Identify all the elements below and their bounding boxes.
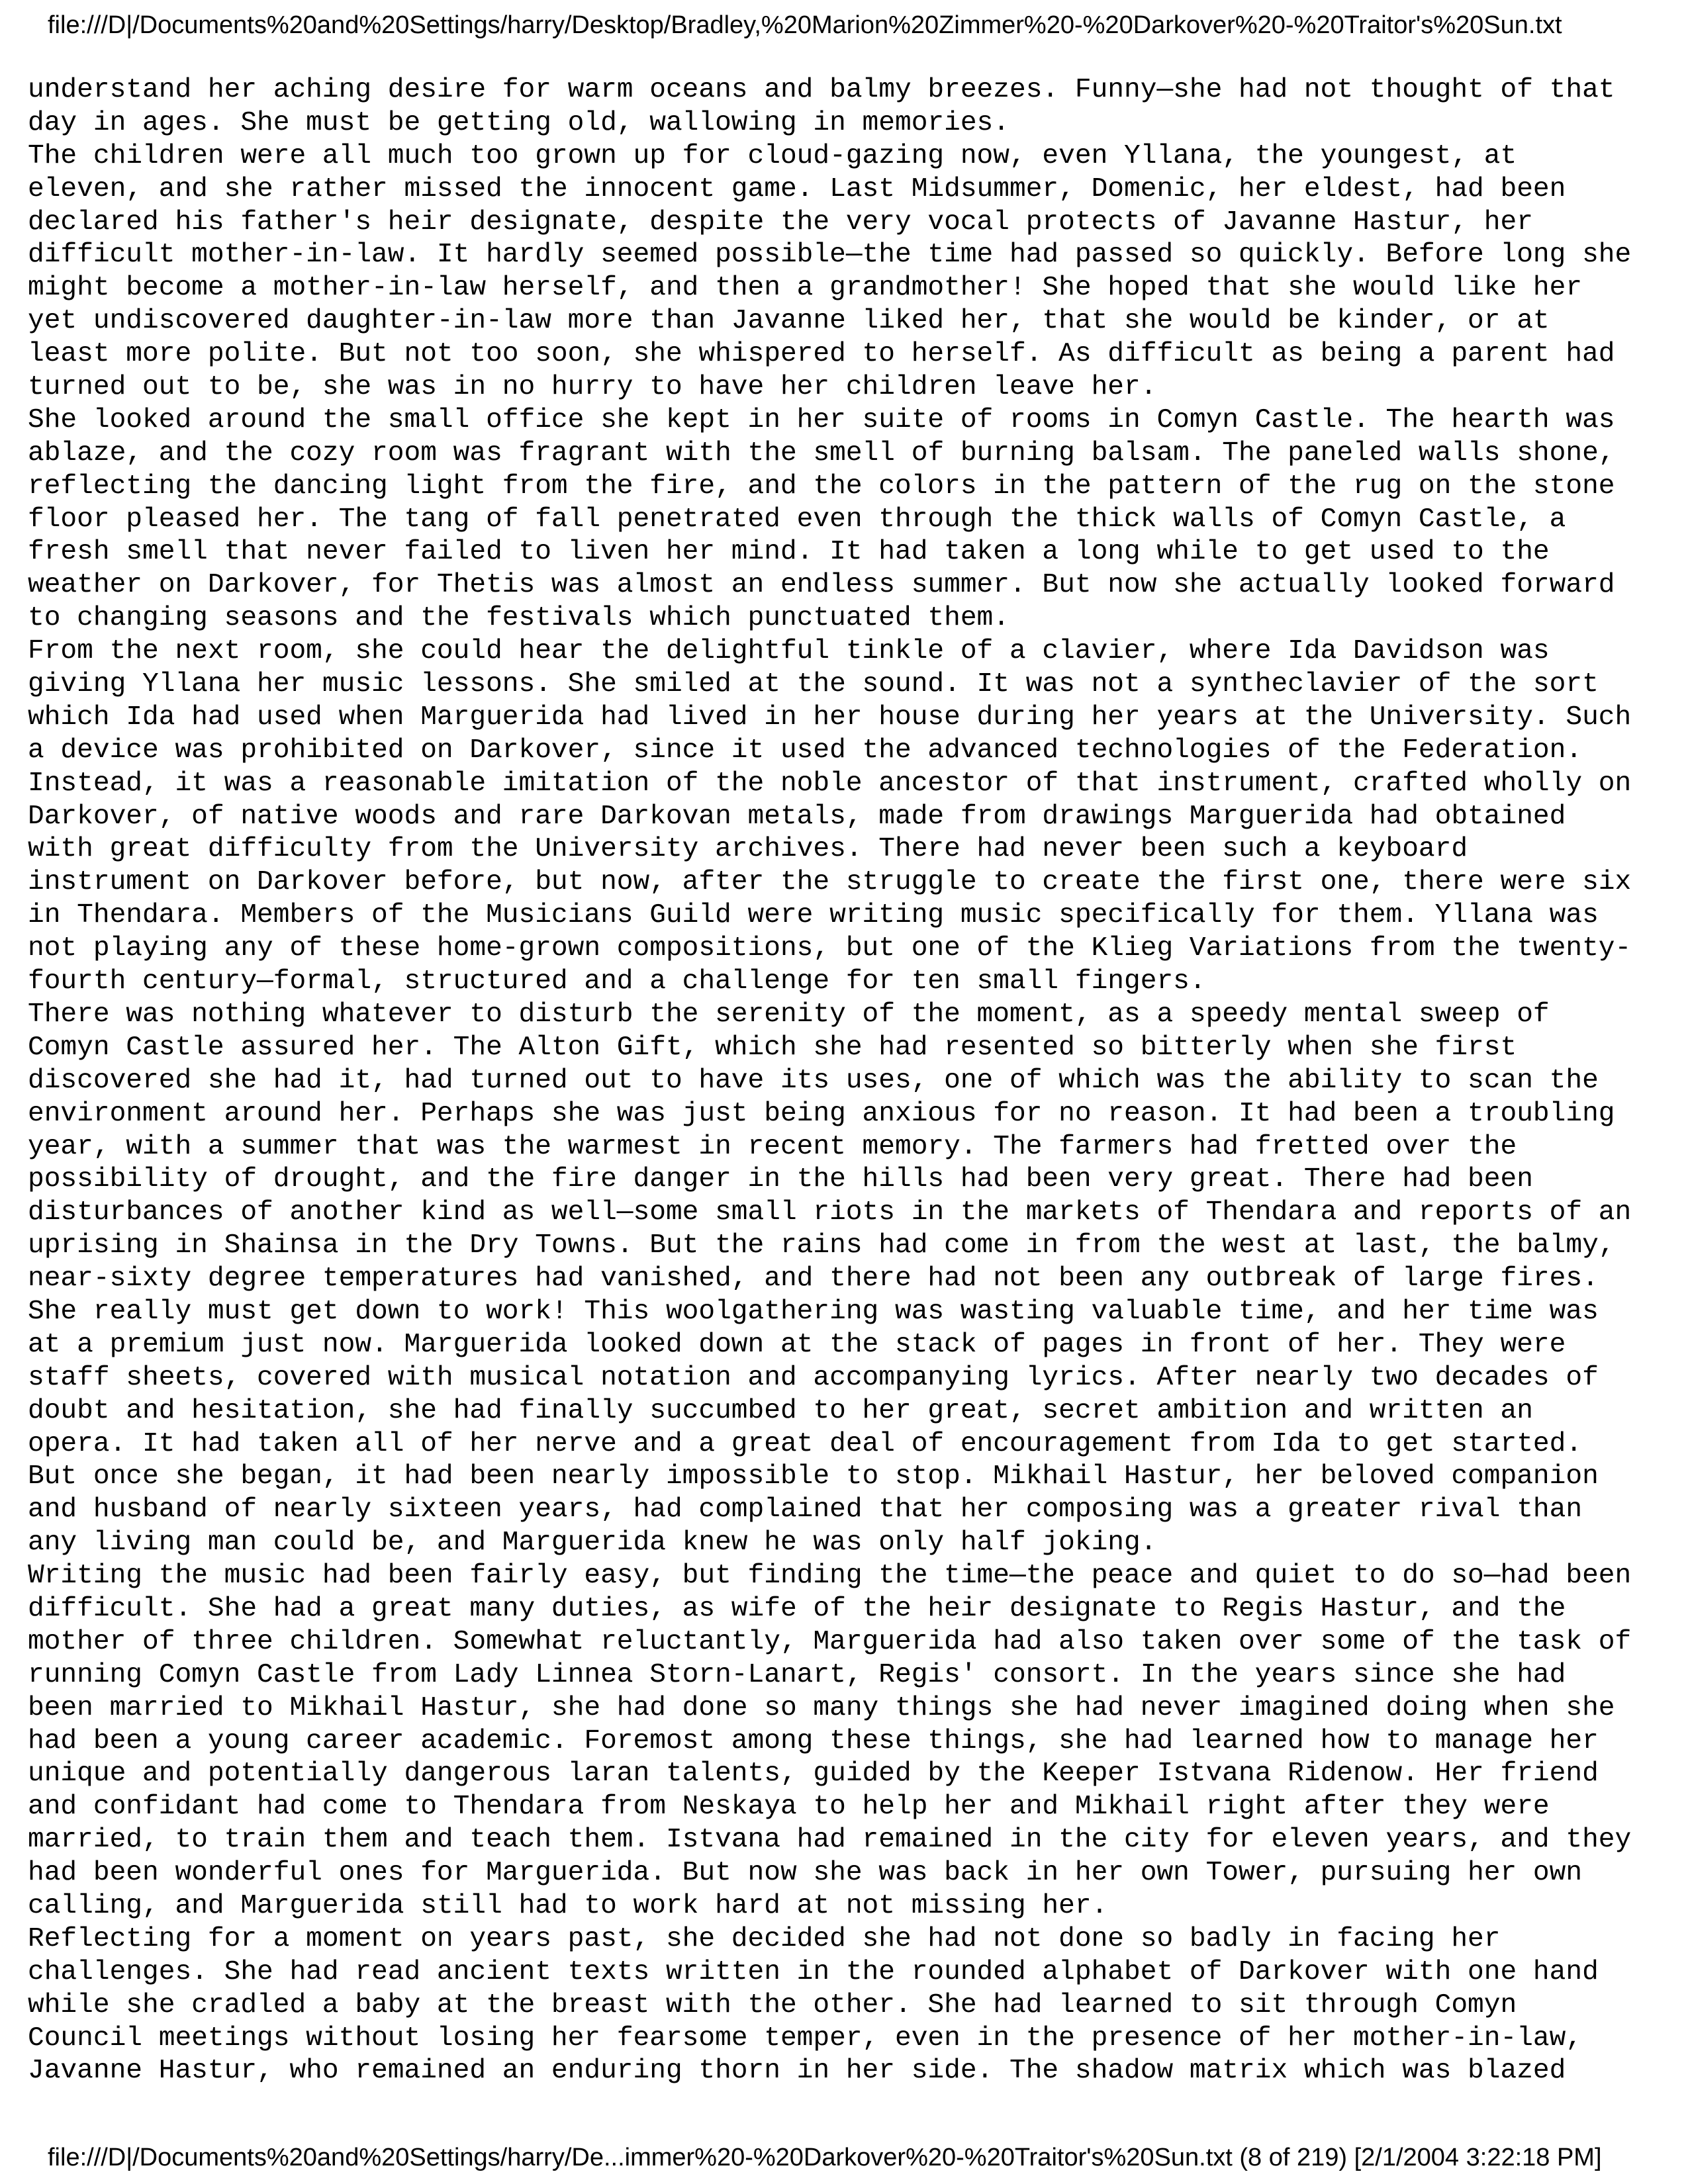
text-line: Instead, it was a reasonable imitation of the noble ancestor of that instrument, crafted wholly on [28, 768, 1632, 799]
text-line: day in ages. She must be getting old, wallowing in memories. [28, 107, 1009, 138]
print-footer-page-info: file:///D|/Documents%20and%20Settings/harry/De...immer%20-%20Darkover%20-%20Traitor's%20Sun.txt (8 of 219) [2/1/2004 3:22:18 PM] [48, 2144, 1602, 2171]
text-line: environment around her. Perhaps she was just being anxious for no reason. It had been a troubling [28, 1098, 1615, 1129]
text-line: while she cradled a baby at the breast with the other. She had learned to sit through Comyn [28, 1989, 1517, 2021]
text-line: any living man could be, and Marguerida knew he was only half joking. [28, 1527, 1157, 1559]
text-line: She looked around the small office she kept in her suite of rooms in Comyn Castle. The hearth was [28, 404, 1615, 435]
text-line: difficult. She had a great many duties, as wife of the heir designate to Regis Hastur, and the [28, 1593, 1566, 1624]
text-line: at a premium just now. Marguerida looked down at the stack of pages in front of her. They were [28, 1329, 1566, 1360]
text-line: a device was prohibited on Darkover, since it used the advanced technologies of the Federation. [28, 735, 1583, 766]
text-line: challenges. She had read ancient texts written in the rounded alphabet of Darkover with one hand [28, 1956, 1599, 1987]
text-line: in Thendara. Members of the Musicians Guild were writing music specifically for them. Yllana was [28, 900, 1599, 931]
text-line: Council meetings without losing her fearsome temper, even in the presence of her mother-in-law, [28, 2023, 1583, 2054]
text-line: Javanne Hastur, who remained an enduring thorn in her side. The shadow matrix which was blazed [28, 2056, 1566, 2087]
text-line: to changing seasons and the festivals which punctuated them. [28, 603, 1009, 634]
text-line: calling, and Marguerida still had to work hard at not missing her. [28, 1890, 1108, 1921]
text-line: She really must get down to work! This woolgathering was wasting valuable time, and her time was [28, 1296, 1599, 1327]
text-line: possibility of drought, and the fire danger in the hills had been very great. There had been [28, 1164, 1533, 1195]
text-line: discovered she had it, had turned out to have its uses, one of which was the ability to scan the [28, 1065, 1599, 1096]
text-line: near-sixty degree temperatures had vanished, and there had not been any outbreak of large fires. [28, 1263, 1599, 1295]
text-line: There was nothing whatever to disturb the serenity of the moment, as a speedy mental sweep of [28, 999, 1550, 1030]
text-line: least more polite. But not too soon, she whispered to herself. As difficult as being a parent had [28, 339, 1615, 370]
text-line: mother of three children. Somewhat reluctantly, Marguerida had also taken over some of the task of [28, 1626, 1632, 1657]
text-line: turned out to be, she was in no hurry to have her children leave her. [28, 372, 1157, 403]
text-line: and confidant had come to Thendara from Neskaya to help her and Mikhail right after they were [28, 1792, 1550, 1823]
text-line: unique and potentially dangerous laran talents, guided by the Keeper Istvana Ridenow. Her friend [28, 1758, 1599, 1790]
text-line: The children were all much too grown up for cloud-gazing now, even Yllana, the youngest, at [28, 140, 1517, 171]
text-line: fourth century—formal, structured and a challenge for ten small fingers. [28, 966, 1206, 997]
text-line: declared his father's heir designate, despite the very vocal protects of Javanne Hastur, her [28, 206, 1533, 238]
text-line: and husband of nearly sixteen years, had complained that her composing was a greater rival than [28, 1494, 1583, 1525]
text-line: yet undiscovered daughter-in-law more than Javanne liked her, that she would be kinder, or at [28, 306, 1550, 337]
text-line: staff sheets, covered with musical notation and accompanying lyrics. After nearly two decades of [28, 1362, 1599, 1393]
text-line: doubt and hesitation, she had finally succumbed to her great, secret ambition and written an [28, 1395, 1533, 1426]
text-line: been married to Mikhail Hastur, she had done so many things she had never imagined doing when she [28, 1692, 1615, 1723]
text-line: giving Yllana her music lessons. She smiled at the sound. It was not a syntheclavier of the sort [28, 669, 1599, 700]
text-line: Reflecting for a moment on years past, she decided she had not done so badly in facing her [28, 1923, 1501, 1954]
text-line: not playing any of these home-grown compositions, but one of the Klieg Variations from the twenty- [28, 933, 1632, 964]
text-line: weather on Darkover, for Thetis was almost an endless summer. But now she actually looked forward [28, 570, 1615, 601]
document-body [28, 74, 1663, 2087]
text-line: uprising in Shainsa in the Dry Towns. But the rains had come in from the west at last, the balmy, [28, 1230, 1615, 1261]
text-line: fresh smell that never failed to liven her mind. It had taken a long while to get used to the [28, 537, 1550, 568]
text-line: Comyn Castle assured her. The Alton Gift, which she had resented so bitterly when she first [28, 1032, 1517, 1063]
text-line: Darkover, of native woods and rare Darkovan metals, made from drawings Marguerida had obtained [28, 801, 1566, 832]
text-line: with great difficulty from the University archives. There had never been such a keyboard [28, 834, 1468, 865]
text-line: understand her aching desire for warm oceans and balmy breezes. Funny—she had not thought of that [28, 75, 1615, 105]
text-line: had been a young career academic. Foremost among these things, she had learned how to manage her [28, 1725, 1599, 1756]
text-line: running Comyn Castle from Lady Linnea Storn-Lanart, Regis' consort. In the years since she had [28, 1659, 1566, 1690]
text-line: Writing the music had been fairly easy, but finding the time—the peace and quiet to do so—had been [28, 1561, 1632, 1592]
text-line: year, with a summer that was the warmest in recent memory. The farmers had fretted over the [28, 1131, 1517, 1162]
text-line: disturbances of another kind as well—some small riots in the markets of Thendara and reports of an [28, 1197, 1632, 1228]
print-header-file-path: file:///D|/Documents%20and%20Settings/harry/Desktop/Bradley,%20Marion%20Zimmer%20-%20Darkover%20-%20Traitor's%20Sun.txt [48, 11, 1562, 39]
text-line: which Ida had used when Marguerida had lived in her house during her years at the University. Such [28, 702, 1632, 733]
text-line: eleven, and she rather missed the innocent game. Last Midsummer, Domenic, her eldest, had been [28, 173, 1566, 205]
text-line: floor pleased her. The tang of fall penetrated even through the thick walls of Comyn Castle, a [28, 504, 1566, 535]
text-line: had been wonderful ones for Marguerida. But now she was back in her own Tower, pursuing her own [28, 1858, 1583, 1889]
text-line: From the next room, she could hear the delightful tinkle of a clavier, where Ida Davidson was [28, 636, 1550, 667]
text-line: reflecting the dancing light from the fire, and the colors in the pattern of the rug on the stone [28, 471, 1615, 502]
text-line: married, to train them and teach them. Istvana had remained in the city for eleven years, and they [28, 1825, 1632, 1856]
text-line: ablaze, and the cozy room was fragrant with the smell of burning balsam. The paneled walls shone, [28, 437, 1615, 469]
text-line: But once she began, it had been nearly impossible to stop. Mikhail Hastur, her beloved companion [28, 1461, 1599, 1492]
text-line: instrument on Darkover before, but now, after the struggle to create the first one, there were six [28, 867, 1632, 898]
text-line: difficult mother-in-law. It hardly seemed possible—the time had passed so quickly. Before long she [28, 240, 1632, 271]
text-line: opera. It had taken all of her nerve and a great deal of encouragement from Ida to get started. [28, 1428, 1583, 1459]
text-line: might become a mother-in-law herself, and then a grandmother! She hoped that she would like her [28, 273, 1583, 304]
